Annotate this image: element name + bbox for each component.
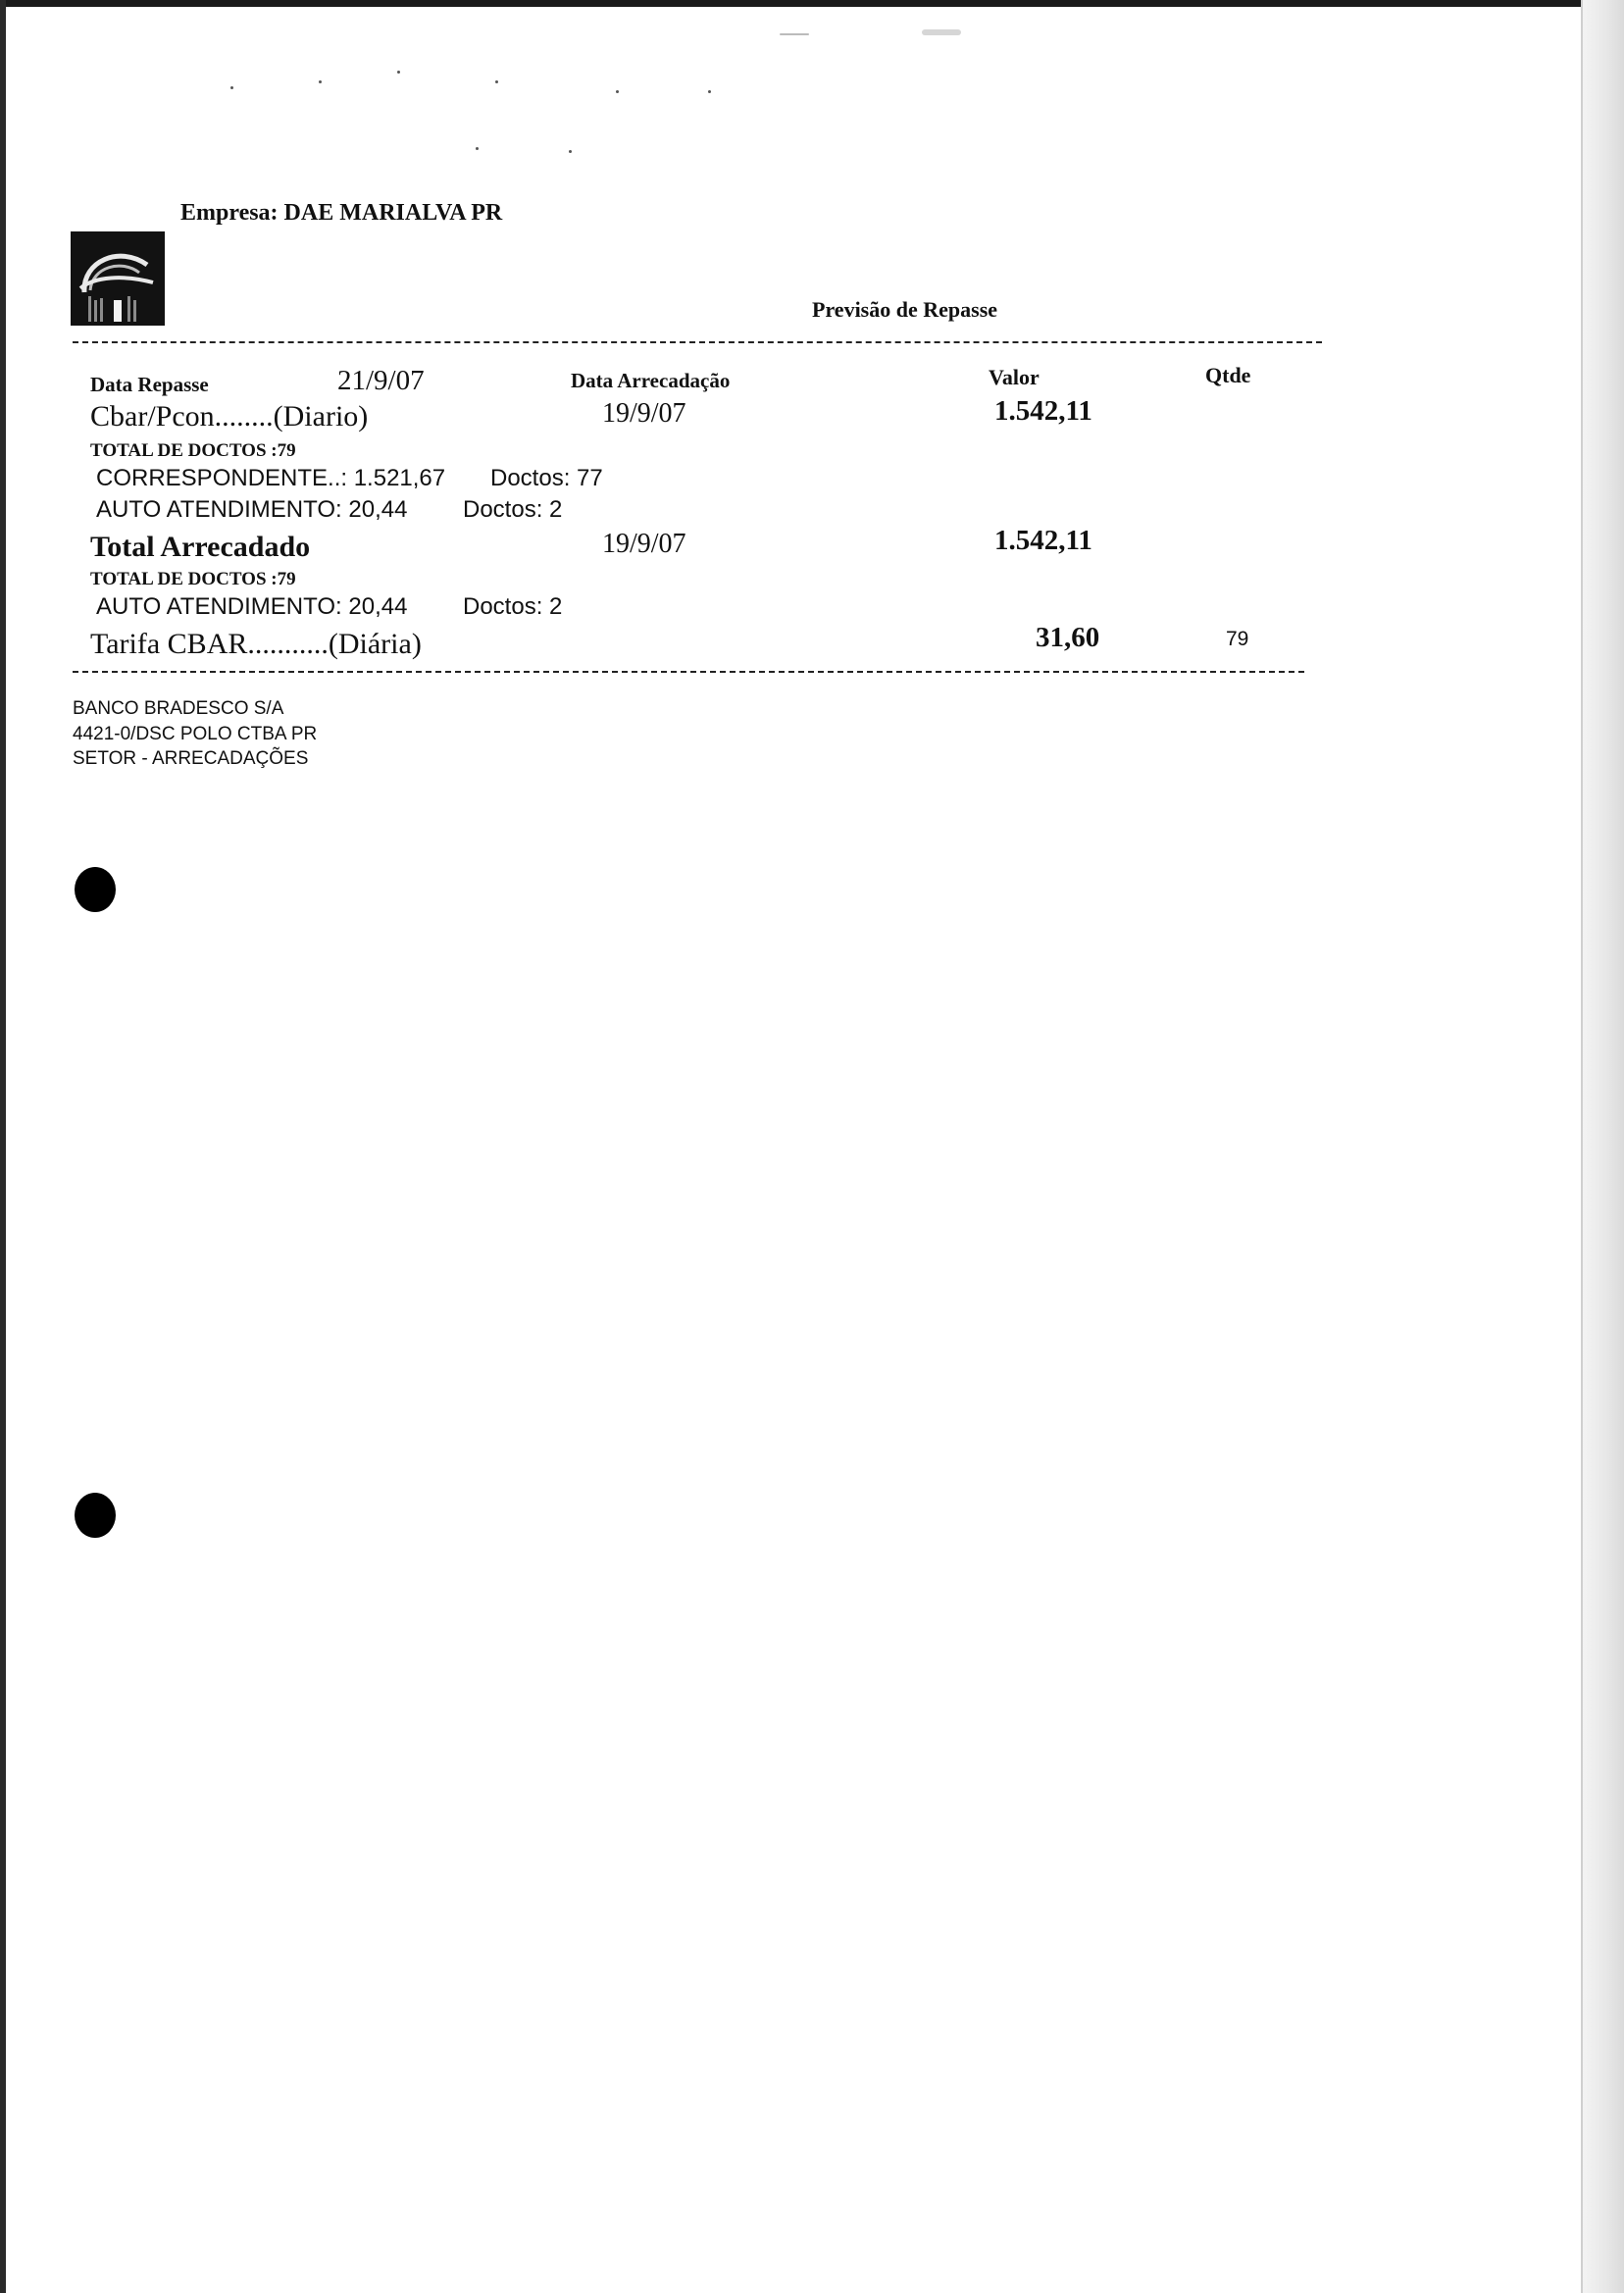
cbar-label: Cbar/Pcon........(Diario)	[90, 400, 369, 433]
total-doctos: TOTAL DE DOCTOS :79	[90, 569, 296, 589]
total-auto-atendimento: AUTO ATENDIMENTO: 20,44	[96, 593, 408, 620]
scan-speck	[397, 71, 400, 74]
data-repasse-label: Data Repasse	[90, 373, 209, 396]
tarifa-label: Tarifa CBAR...........(Diária)	[90, 628, 422, 660]
scan-speck	[495, 80, 498, 83]
scan-speck	[230, 86, 233, 89]
cbar-correspondente: CORRESPONDENTE..: 1.521,67	[96, 465, 446, 491]
cbar-correspondente-doctos: Doctos: 77	[490, 465, 603, 491]
scan-left-border	[0, 0, 6, 2293]
scan-speck	[569, 150, 572, 153]
column-qtde: Qtde	[1205, 363, 1251, 387]
total-date: 19/9/07	[602, 529, 686, 559]
scan-top-border	[0, 0, 1624, 7]
scan-right-shadow	[1581, 0, 1624, 2293]
scan-right-edge	[1581, 0, 1583, 2293]
document-title: Previsão de Repasse	[812, 297, 998, 322]
column-data-arrecadacao: Data Arrecadação	[571, 369, 731, 392]
cbar-auto-doctos: Doctos: 2	[463, 496, 563, 523]
scan-speck	[476, 147, 479, 150]
empresa-label: Empresa: DAE MARIALVA PR	[180, 200, 503, 226]
total-value: 1.542,11	[994, 525, 1092, 556]
punch-hole	[75, 867, 116, 912]
bradesco-logo-icon	[71, 231, 165, 326]
column-valor: Valor	[989, 365, 1040, 389]
scan-speck	[922, 29, 961, 35]
footer-branch: 4421-0/DSC POLO CTBA PR	[73, 724, 318, 744]
cbar-total-doctos: TOTAL DE DOCTOS :79	[90, 440, 296, 461]
tarifa-qtde: 79	[1226, 628, 1249, 650]
scan-speck	[708, 90, 711, 93]
cbar-date: 19/9/07	[602, 398, 686, 429]
cbar-auto-atendimento: AUTO ATENDIMENTO: 20,44	[96, 496, 408, 523]
divider-bottom	[73, 671, 1304, 673]
cbar-value: 1.542,11	[994, 395, 1092, 427]
scan-speck	[616, 90, 619, 93]
footer-bank-name: BANCO BRADESCO S/A	[73, 698, 284, 719]
tarifa-value: 31,60	[1036, 622, 1100, 653]
footer-sector: SETOR - ARRECADAÇÕES	[73, 748, 309, 769]
total-label: Total Arrecadado	[90, 531, 311, 563]
punch-hole	[75, 1493, 116, 1538]
data-repasse-value: 21/9/07	[337, 365, 425, 396]
scan-speck	[319, 80, 322, 83]
divider-top	[73, 341, 1322, 343]
total-auto-doctos: Doctos: 2	[463, 593, 563, 620]
scan-speck	[780, 33, 809, 35]
